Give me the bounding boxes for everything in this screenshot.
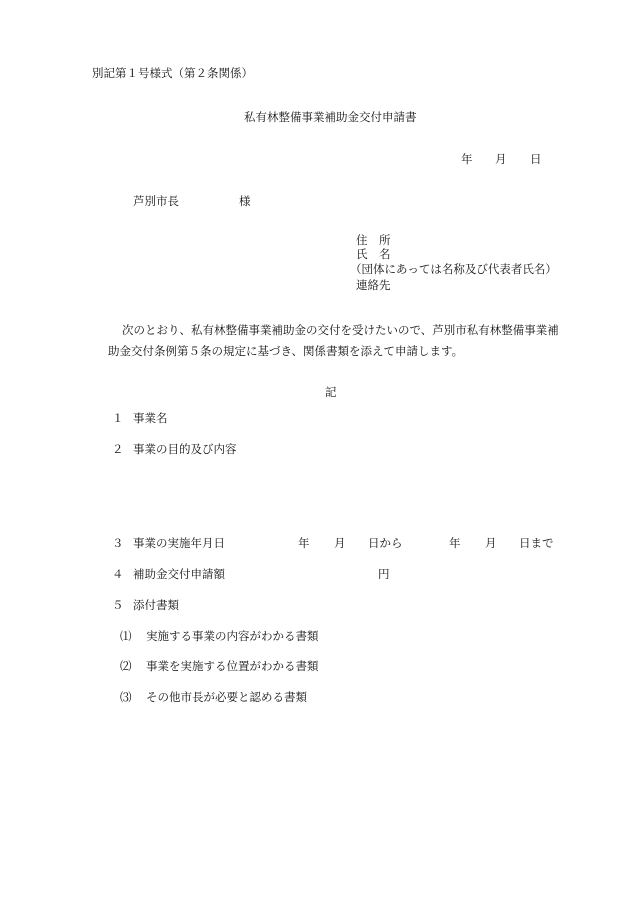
period-end-year: 年 [449, 536, 461, 550]
body-line-1: 次のとおり、私有林整備事業補助金の交付を受けたいので、芦別市私有林整備事業補 [122, 323, 559, 337]
date-year: 年 [461, 152, 473, 166]
date-month: 月 [495, 152, 507, 166]
applicant-address-label: 住 所 [356, 233, 391, 247]
item-2-number: ２ [112, 442, 124, 456]
item-1-number: １ [112, 411, 124, 425]
period-start-month: 月 [334, 536, 346, 550]
attachment-2-label: 事業を実施する位置がわかる書類 [146, 659, 319, 673]
period-start-year: 年 [298, 536, 310, 550]
document-title: 私有林整備事業補助金交付申請書 [244, 110, 417, 124]
applicant-name-label: 氏 名 [356, 247, 391, 261]
item-3-label: 事業の実施年月日 [133, 536, 225, 550]
period-end-month: 月 [485, 536, 497, 550]
attachment-3-number: ⑶ [120, 690, 132, 704]
period-start-day: 日から [368, 536, 403, 550]
applicant-group-note: （団体にあっては名称及び代表者氏名） [350, 262, 557, 276]
item-4-number: ４ [112, 567, 124, 581]
item-5-number: ５ [112, 598, 124, 612]
item-1-label: 事業名 [133, 411, 168, 425]
form-label: 別記第１号様式（第２条関係） [92, 66, 253, 80]
item-3-number: ３ [112, 536, 124, 550]
period-end-day: 日まで [519, 536, 554, 550]
addressee-honorific: 様 [239, 194, 251, 208]
attachment-3-label: その他市長が必要と認める書類 [146, 690, 307, 704]
attachment-1-number: ⑴ [120, 629, 132, 643]
addressee-name: 芦別市長 [133, 194, 179, 208]
attachment-2-number: ⑵ [120, 659, 132, 673]
item-4-label: 補助金交付申請額 [133, 567, 225, 581]
item-2-label: 事業の目的及び内容 [133, 442, 237, 456]
body-line-2: 助金交付条例第５条の規定に基づき、関係書類を添えて申請します。 [108, 344, 464, 358]
attachment-1-label: 実施する事業の内容がわかる書類 [146, 629, 319, 643]
ki-heading: 記 [325, 385, 337, 399]
applicant-contact-label: 連絡先 [356, 278, 391, 292]
item-5-label: 添付書類 [133, 598, 179, 612]
amount-unit: 円 [378, 567, 390, 581]
date-day: 日 [530, 152, 542, 166]
